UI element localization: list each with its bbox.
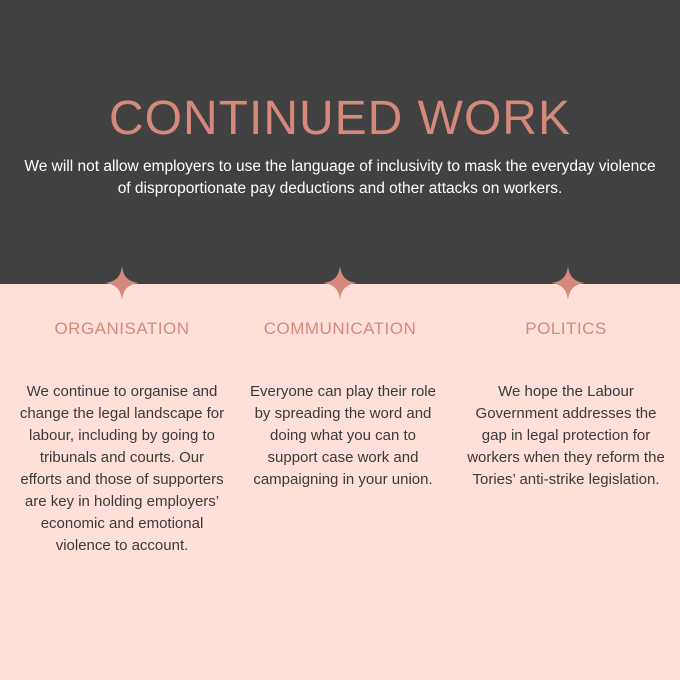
pillar-body-organisation: We continue to organise and change the legal landscape for labour, including by going to tribunals and courts. Our efforts and those of supporters are key in holding employers’ economic and emotional violence to account. [19, 383, 225, 554]
page-title: CONTINUED WORK [109, 92, 571, 145]
pillar-body-politics: We hope the Labour Government addresses the gap in legal protection for workers when they reform the Tories’ anti-strike legislation. [467, 383, 665, 488]
pillar-title-politics: POLITICS [525, 319, 607, 338]
four-point-star-icon [105, 266, 139, 300]
pillar-title-communication: COMMUNICATION [263, 319, 417, 338]
pillar-body-communication: Everyone can play their role by spreading the word and doing what you can to support case work and campaigning in your union. [250, 383, 436, 488]
intro-text: We will not allow employers to use the language of inclusivity to mask the everyday violence of disproportionate pay deductions and other attacks on workers. [24, 158, 656, 197]
four-point-star-icon [323, 266, 357, 300]
pillar-title-organisation: ORGANISATION [54, 319, 190, 338]
four-point-star-icon [551, 266, 585, 300]
